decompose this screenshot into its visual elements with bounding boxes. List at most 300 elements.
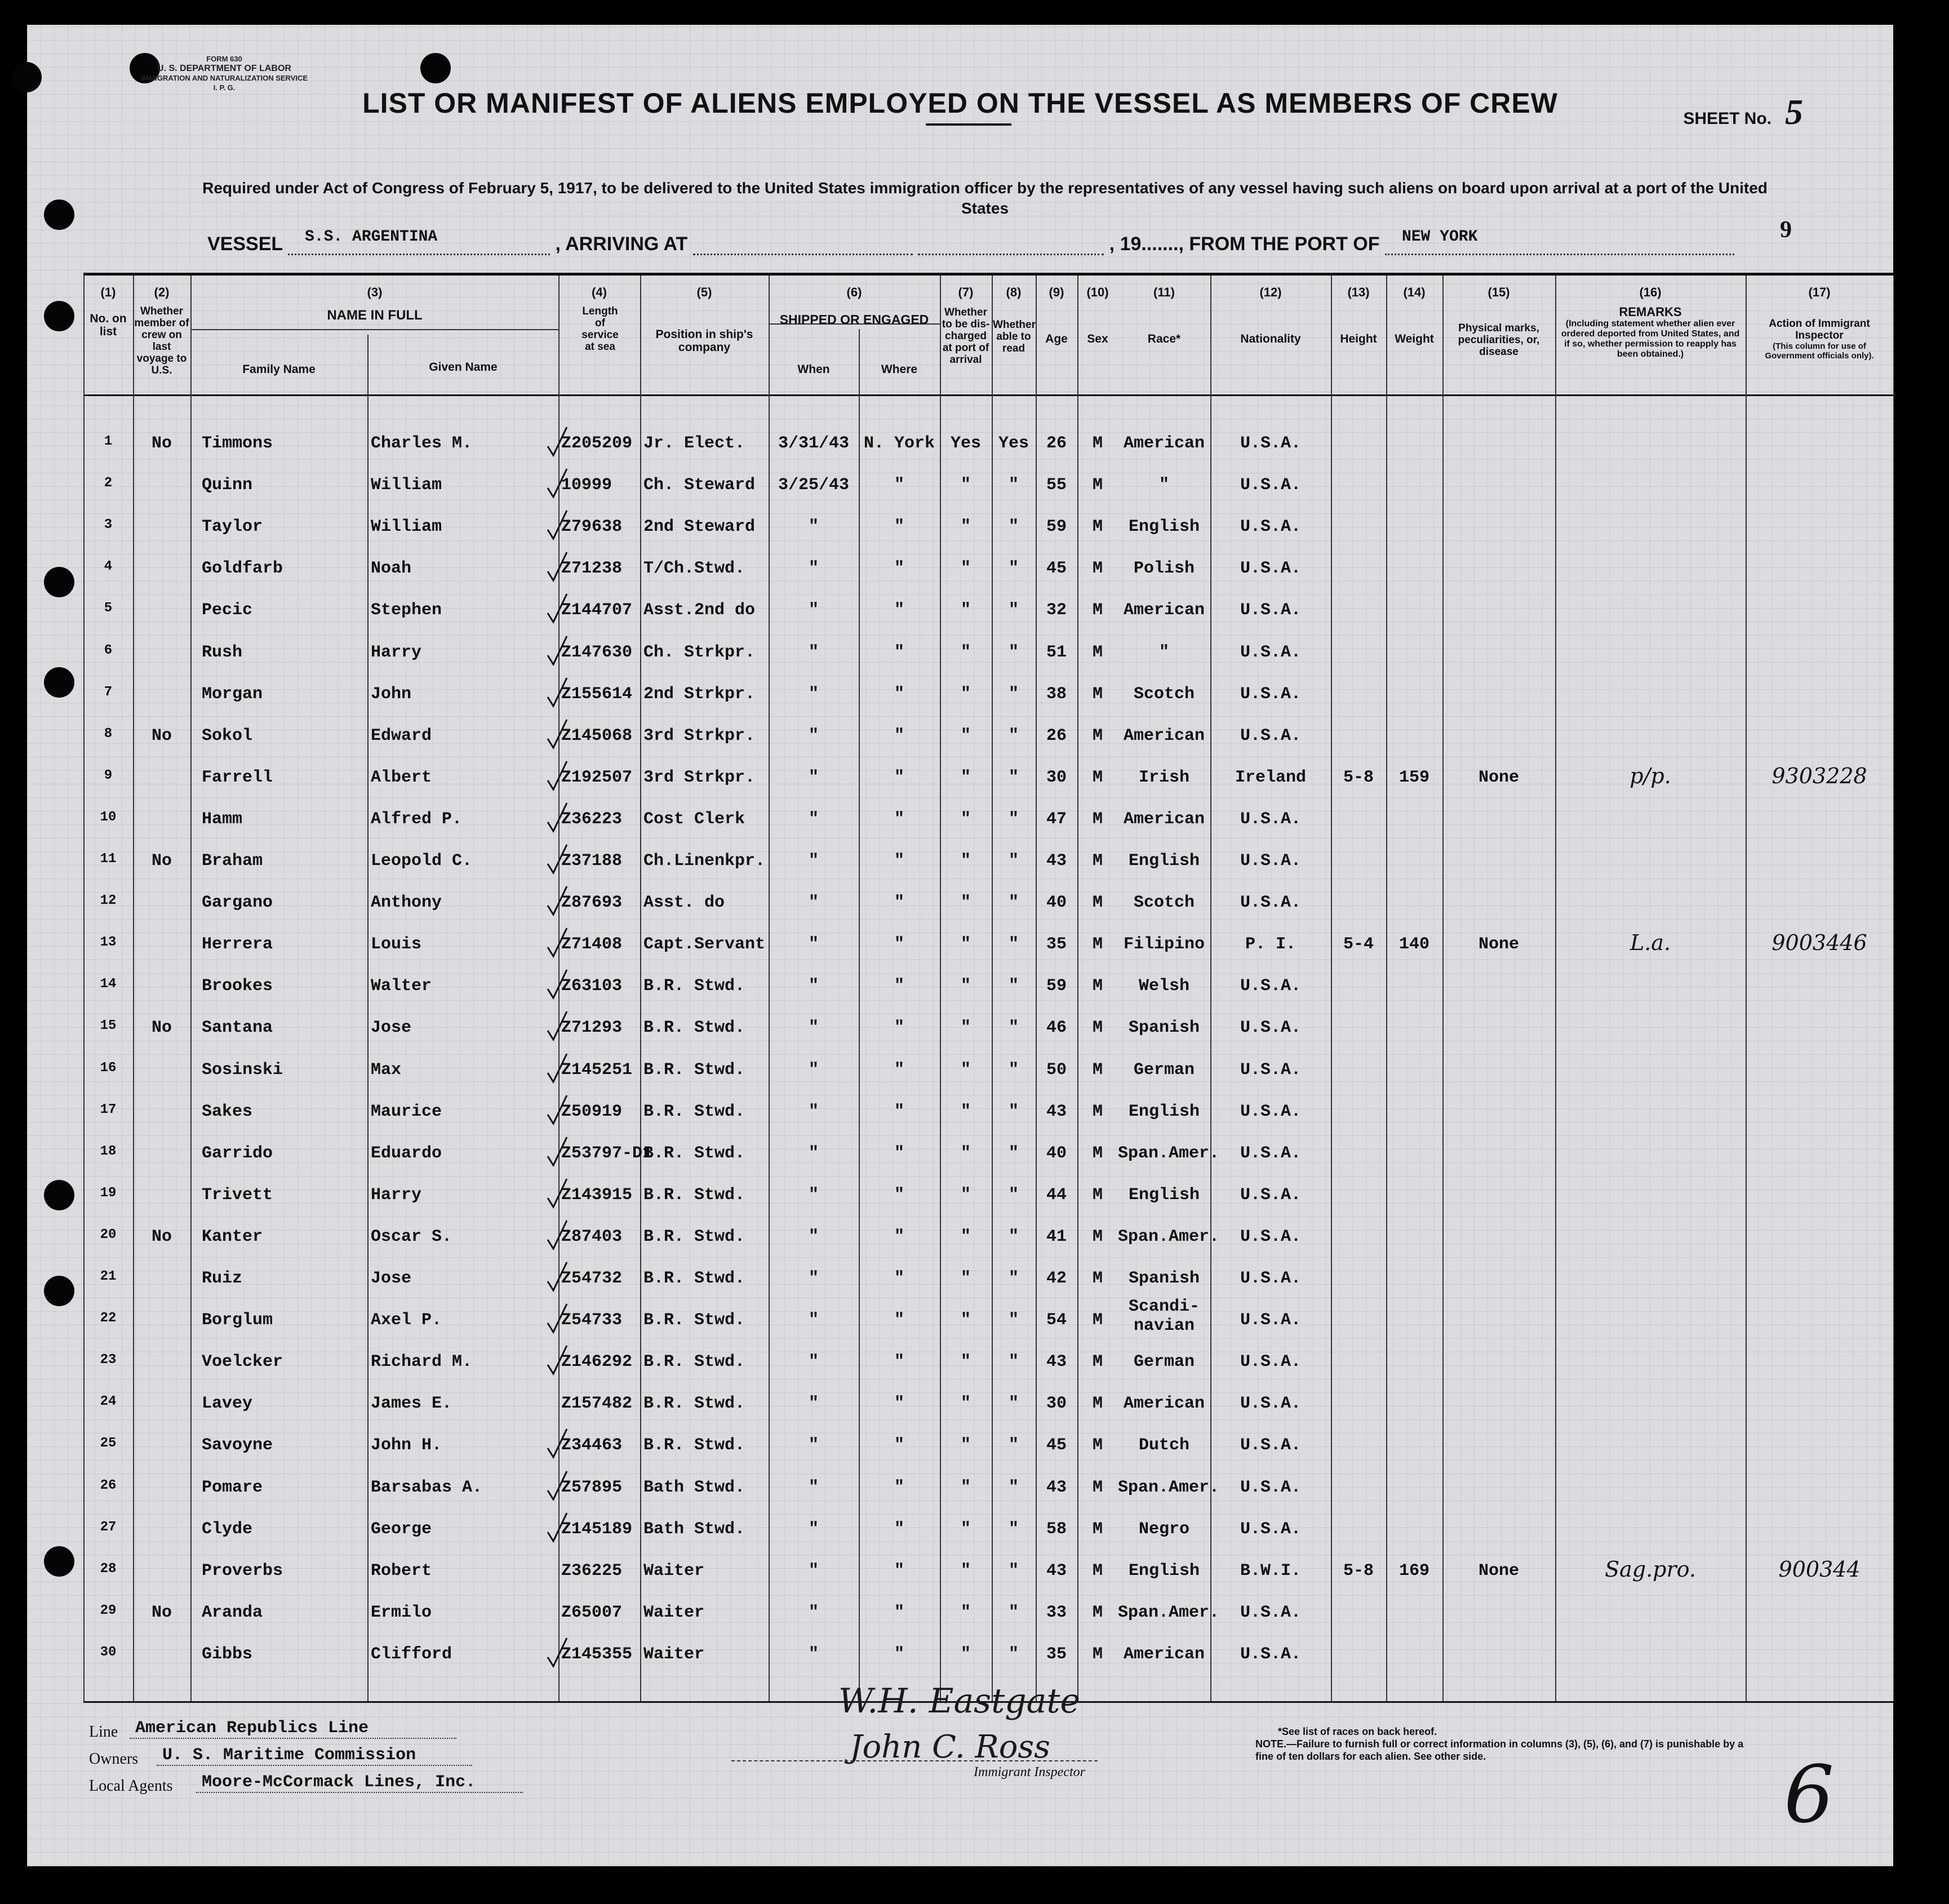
table-top-rule — [83, 273, 1893, 276]
cell-nationality: U.S.A. — [1240, 1519, 1302, 1539]
table-row — [27, 1426, 1893, 1467]
cell-read: " — [1008, 1227, 1019, 1246]
cell-position: B.R. Stwd. — [643, 1394, 745, 1414]
cell-no: 25 — [100, 1436, 117, 1452]
cell-race: American — [1123, 434, 1205, 453]
punch-hole — [44, 301, 74, 331]
cell-no: 4 — [104, 559, 113, 575]
cell-weight: 169 — [1399, 1561, 1429, 1581]
header-nationality: Nationality — [1240, 332, 1301, 345]
cell-family-name: Kanter — [202, 1227, 263, 1246]
cell-read: " — [1008, 767, 1019, 787]
cell-no: 8 — [104, 726, 113, 742]
cell-when: " — [808, 1060, 819, 1080]
cell-discharged: " — [960, 1644, 971, 1664]
table-row — [27, 841, 1893, 883]
cell-sex: M — [1092, 1394, 1103, 1414]
cell-no: 3 — [104, 517, 113, 533]
cell-position: Bath Stwd. — [643, 1477, 745, 1497]
table-row — [27, 800, 1893, 841]
page-mark: 6 — [1784, 1749, 1835, 1841]
department-name: U. S. DEPARTMENT OF LABOR — [157, 64, 291, 73]
table-row — [27, 883, 1893, 925]
cell-age: 38 — [1046, 684, 1067, 704]
cell-given-name: Albert — [371, 767, 432, 787]
cell-where: " — [894, 851, 904, 871]
cell-age: 55 — [1046, 476, 1067, 495]
cell-nationality: U.S.A. — [1240, 517, 1302, 537]
cell-race: English — [1128, 1561, 1200, 1581]
column-number: (14) — [1403, 285, 1426, 299]
cell-no: 29 — [100, 1603, 117, 1618]
cell-discharged: " — [960, 1269, 971, 1288]
cell-where: " — [894, 893, 904, 913]
cell-family-name: Ruiz — [202, 1269, 243, 1288]
cell-age: 43 — [1046, 851, 1067, 871]
cell-member: No — [151, 851, 172, 871]
table-row — [27, 758, 1893, 800]
column-number: (10) — [1086, 285, 1109, 299]
cell-discharged: " — [960, 767, 971, 787]
table-row — [27, 507, 1893, 549]
cell-discharged: " — [960, 1477, 971, 1497]
header-sex: Sex — [1087, 332, 1108, 345]
cell-service: Z145068 — [561, 726, 633, 745]
cell-when: " — [808, 601, 819, 620]
cell-discharged: " — [960, 1311, 971, 1330]
cell-no: 28 — [100, 1561, 117, 1577]
cell-where: " — [894, 1603, 904, 1622]
cell-discharged: " — [960, 851, 971, 871]
cell-age: 45 — [1046, 559, 1067, 579]
cell-family-name: Goldfarb — [202, 559, 283, 579]
table-row — [27, 966, 1893, 1008]
header-no-on-list: No. on list — [90, 312, 127, 338]
cell-when: " — [808, 1477, 819, 1497]
table-row — [27, 1175, 1893, 1217]
cell-family-name: Gargano — [202, 893, 273, 913]
cell-race: English — [1128, 517, 1200, 537]
table-row — [27, 591, 1893, 632]
header-physical: Physical marks, peculiarities, or, disease — [1458, 322, 1540, 358]
cell-when: " — [808, 559, 819, 579]
cell-service: Z63103 — [561, 977, 623, 996]
cell-discharged: " — [960, 601, 971, 620]
table-header-rule — [83, 394, 1893, 396]
cell-sex: M — [1092, 1311, 1103, 1330]
cell-discharged: " — [960, 1185, 971, 1205]
cell-read: " — [1008, 1352, 1019, 1372]
cell-age: 43 — [1046, 1102, 1067, 1121]
cell-race: Scotch — [1133, 684, 1195, 704]
cell-where: " — [894, 1352, 904, 1372]
cell-race: English — [1128, 1185, 1200, 1205]
cell-race: American — [1123, 809, 1205, 829]
cell-race: " — [1158, 476, 1169, 495]
cell-read: " — [1008, 684, 1019, 704]
cell-service: Z87403 — [561, 1227, 623, 1246]
cell-service: Z57895 — [561, 1477, 623, 1497]
cell-given-name: Charles M. — [371, 434, 473, 453]
table-row — [27, 1510, 1893, 1551]
cell-read: " — [1008, 893, 1019, 913]
cell-age: 35 — [1046, 1644, 1067, 1664]
cell-read: " — [1008, 1561, 1019, 1581]
cell-read: " — [1008, 476, 1019, 495]
cell-when: " — [808, 1561, 819, 1581]
cell-age: 50 — [1046, 1060, 1067, 1080]
cell-nationality: U.S.A. — [1240, 1269, 1302, 1288]
cell-nationality: U.S.A. — [1240, 1352, 1302, 1372]
cell-given-name: Jose — [371, 1018, 412, 1038]
cell-member: No — [151, 1603, 172, 1622]
cell-service: Z145251 — [561, 1060, 633, 1080]
table-row — [27, 1635, 1893, 1676]
cell-read: " — [1008, 1603, 1019, 1622]
cell-no: 15 — [100, 1018, 117, 1034]
cell-when: " — [808, 517, 819, 537]
cell-age: 54 — [1046, 1311, 1067, 1330]
cell-when: " — [808, 809, 819, 829]
cell-given-name: Walter — [371, 977, 432, 996]
page-title: LIST OR MANIFEST OF ALIENS EMPLOYED ON THE VESSEL AS MEMBERS OF CREW — [362, 87, 1558, 119]
cell-age: 45 — [1046, 1436, 1067, 1455]
cell-nationality: U.S.A. — [1240, 1644, 1302, 1664]
cell-discharged: " — [960, 893, 971, 913]
cell-service: Z36225 — [561, 1561, 623, 1581]
cell-age: 44 — [1046, 1185, 1067, 1205]
column-number: (8) — [1006, 285, 1022, 299]
vessel-line — [207, 228, 1802, 261]
cell-read: " — [1008, 1269, 1019, 1288]
cell-given-name: Harry — [371, 1185, 422, 1205]
cell-where: " — [894, 684, 904, 704]
races-note: *See list of races on back hereof. — [1278, 1726, 1437, 1737]
cell-position: Ch. Steward — [643, 476, 756, 495]
cell-position: Jr. Elect. — [643, 434, 745, 453]
cell-read: " — [1008, 517, 1019, 537]
cell-no: 17 — [100, 1102, 117, 1117]
cell-family-name: Aranda — [202, 1603, 263, 1622]
cell-service: Z36223 — [561, 809, 623, 829]
cell-when: " — [808, 893, 819, 913]
cell-no: 21 — [100, 1269, 117, 1284]
cell-race: Negro — [1138, 1519, 1189, 1539]
cell-given-name: John — [371, 684, 412, 704]
table-row — [27, 1134, 1893, 1175]
cell-nationality: U.S.A. — [1240, 1185, 1302, 1205]
cell-read: " — [1008, 1060, 1019, 1080]
cell-physical: None — [1478, 767, 1519, 787]
cell-discharged: " — [960, 726, 971, 745]
cell-no: 9 — [104, 767, 113, 783]
cell-when: " — [808, 1311, 819, 1330]
page-subtitle: Required under Act of Congress of February 5, 1917, to be delivered to the United States immigration officer by the representatives of any vessel having such aliens on board upon arrival at a port of the United States — [202, 179, 1768, 217]
cell-race: Dutch — [1138, 1436, 1189, 1455]
cell-discharged: " — [960, 1561, 971, 1581]
cell-nationality: U.S.A. — [1240, 977, 1302, 996]
cell-service: Z65007 — [561, 1603, 623, 1622]
cell-where: " — [894, 1477, 904, 1497]
signature-line — [731, 1760, 1098, 1763]
cell-given-name: George — [371, 1519, 432, 1539]
cell-discharged: " — [960, 517, 971, 537]
cell-position: 2nd Strkpr. — [643, 684, 756, 704]
cell-position: 3rd Strkpr. — [643, 726, 756, 745]
cell-nationality: U.S.A. — [1240, 1060, 1302, 1080]
cell-where: " — [894, 1436, 904, 1455]
cell-when: " — [808, 977, 819, 996]
cell-family-name: Rush — [202, 642, 243, 662]
cell-family-name: Lavey — [202, 1394, 253, 1414]
cell-where: N. York — [863, 434, 935, 453]
cell-sex: M — [1092, 1561, 1103, 1581]
table-row — [27, 1259, 1893, 1301]
cell-race: Scotch — [1133, 893, 1195, 913]
cell-when: " — [808, 935, 819, 955]
cell-discharged: " — [960, 1603, 971, 1622]
pencil-mark: 9 — [1780, 217, 1792, 243]
cell-service: Z145355 — [561, 1644, 633, 1664]
cell-action: 900344 — [1778, 1556, 1861, 1582]
cell-discharged: " — [960, 1436, 971, 1455]
cell-where: " — [894, 1561, 904, 1581]
cell-given-name: Alfred P. — [371, 809, 463, 829]
cell-given-name: Anthony — [371, 893, 442, 913]
agents-label: Local Agents — [89, 1777, 173, 1795]
cell-where: " — [894, 935, 904, 955]
cell-family-name: Sokol — [202, 726, 253, 745]
cell-discharged: " — [960, 935, 971, 955]
cell-position: B.R. Stwd. — [643, 1269, 745, 1288]
cell-given-name: Max — [371, 1060, 402, 1080]
cell-family-name: Garrido — [202, 1143, 273, 1163]
column-number: (2) — [154, 285, 170, 299]
cell-age: 30 — [1046, 767, 1067, 787]
cell-nationality: U.S.A. — [1240, 851, 1302, 871]
cell-family-name: Braham — [202, 851, 263, 871]
footer-note — [1255, 1725, 1762, 1763]
cell-position: B.R. Stwd. — [643, 1185, 745, 1205]
column-number: (13) — [1347, 285, 1370, 299]
cell-where: " — [894, 559, 904, 579]
cell-service: Z147630 — [561, 642, 633, 662]
cell-sex: M — [1092, 893, 1103, 913]
service-name: IMMIGRATION AND NATURALIZATION SERVICE — [140, 74, 308, 82]
cell-position: 2nd Steward — [643, 517, 756, 537]
cell-service: Z71408 — [561, 935, 623, 955]
cell-age: 43 — [1046, 1352, 1067, 1372]
cell-family-name: Proverbs — [202, 1561, 283, 1581]
cell-family-name: Clyde — [202, 1519, 253, 1539]
cell-service: Z34463 — [561, 1436, 623, 1455]
cell-sex: M — [1092, 1102, 1103, 1121]
cell-age: 43 — [1046, 1561, 1067, 1581]
cell-weight: 159 — [1399, 767, 1429, 787]
cell-nationality: U.S.A. — [1240, 1311, 1302, 1330]
cell-sex: M — [1092, 476, 1103, 495]
cell-given-name: Robert — [371, 1561, 432, 1581]
column-number: (1) — [100, 285, 116, 299]
cell-age: 43 — [1046, 1477, 1067, 1497]
cell-when: " — [808, 1227, 819, 1246]
cell-nationality: P. I. — [1245, 935, 1296, 955]
penalty-note: NOTE.—Failure to furnish full or correct information in columns (3), (5), (6), and (7) is punishable by a fine of ten dollars for each alien. See other side. — [1255, 1738, 1744, 1762]
cell-service: Z192507 — [561, 767, 633, 787]
cell-age: 59 — [1046, 517, 1067, 537]
cell-nationality: Ireland — [1235, 767, 1307, 787]
cell-read: " — [1008, 1644, 1019, 1664]
cell-no: 22 — [100, 1311, 117, 1326]
cell-member: No — [151, 726, 172, 745]
cell-where: " — [894, 1227, 904, 1246]
cell-family-name: Timmons — [202, 434, 273, 453]
cell-given-name: Leopold C. — [371, 851, 473, 871]
cell-given-name: Stephen — [371, 601, 442, 620]
cell-service: Z145189 — [561, 1519, 633, 1539]
cell-nationality: U.S.A. — [1240, 1436, 1302, 1455]
line-value: American Republics Line — [130, 1719, 456, 1739]
cell-discharged: Yes — [950, 434, 981, 453]
cell-discharged: " — [960, 809, 971, 829]
table-row — [27, 1593, 1893, 1635]
cell-nationality: U.S.A. — [1240, 1018, 1302, 1038]
cell-age: 42 — [1046, 1269, 1067, 1288]
inspector-signature: W.H. Eastgate — [838, 1681, 1080, 1721]
cell-service: Z50919 — [561, 1102, 623, 1121]
header-position: Position in ship's company — [655, 328, 753, 354]
cell-action: 9303228 — [1772, 763, 1867, 788]
cell-no: 12 — [100, 893, 117, 909]
cell-sex: M — [1092, 1352, 1103, 1372]
cell-age: 32 — [1046, 601, 1067, 620]
cell-family-name: Morgan — [202, 684, 263, 704]
cell-position: B.R. Stwd. — [643, 1060, 745, 1080]
cell-race: Span.Amer. — [1118, 1603, 1220, 1622]
column-number: (15) — [1488, 285, 1510, 299]
cell-where: " — [894, 1519, 904, 1539]
cell-read: " — [1008, 642, 1019, 662]
cell-read: " — [1008, 1394, 1019, 1414]
table-row — [27, 1297, 1893, 1342]
cell-height: 5-4 — [1343, 935, 1374, 955]
cell-position: Ch. Strkpr. — [643, 642, 756, 662]
sheet-number: 5 — [1785, 92, 1803, 132]
cell-discharged: " — [960, 559, 971, 579]
cell-nationality: U.S.A. — [1240, 1102, 1302, 1121]
cell-when: " — [808, 1603, 819, 1622]
column-number: (6) — [846, 285, 862, 299]
cell-where: " — [894, 1394, 904, 1414]
cell-nationality: U.S.A. — [1240, 1143, 1302, 1163]
cell-nationality: U.S.A. — [1240, 1477, 1302, 1497]
header-height: Height — [1340, 332, 1377, 345]
cell-service: Z87693 — [561, 893, 623, 913]
cell-nationality: U.S.A. — [1240, 1603, 1302, 1622]
cell-position: B.R. Stwd. — [643, 1436, 745, 1455]
cell-discharged: " — [960, 1060, 971, 1080]
sheet-label: SHEET No. — [1683, 109, 1772, 128]
cell-sex: M — [1092, 1018, 1103, 1038]
cell-sex: M — [1092, 559, 1103, 579]
table-row — [27, 1468, 1893, 1510]
cell-family-name: Sosinski — [202, 1060, 283, 1080]
cell-no: 11 — [100, 851, 117, 867]
cell-when: " — [808, 1269, 819, 1288]
owners-label: Owners — [89, 1750, 139, 1768]
cell-when: " — [808, 1436, 819, 1455]
cell-discharged: " — [960, 1519, 971, 1539]
cell-read: Yes — [998, 434, 1029, 453]
cell-race: German — [1133, 1060, 1195, 1080]
cell-when: " — [808, 1352, 819, 1372]
cell-where: " — [894, 977, 904, 996]
header-family-name: Family Name — [242, 363, 316, 376]
table-row — [27, 1384, 1893, 1426]
cell-family-name: Santana — [202, 1018, 273, 1038]
cell-service: Z71238 — [561, 559, 623, 579]
cell-race: Span.Amer. — [1118, 1227, 1220, 1246]
cell-given-name: John H. — [371, 1436, 442, 1455]
cell-given-name: Louis — [371, 935, 422, 955]
header-whether-member: Whether member of crew on last voyage to U.S. — [134, 305, 189, 376]
from-label: FROM THE PORT OF — [1189, 233, 1380, 255]
cell-where: " — [894, 1311, 904, 1330]
cell-age: 33 — [1046, 1603, 1067, 1622]
cell-service: Z144707 — [561, 601, 633, 620]
cell-when: " — [808, 1143, 819, 1163]
cell-sex: M — [1092, 434, 1103, 453]
cell-sex: M — [1092, 601, 1103, 620]
cell-race: Welsh — [1138, 977, 1189, 996]
cell-sex: M — [1092, 1436, 1103, 1455]
cell-where: " — [894, 1185, 904, 1205]
cell-sex: M — [1092, 935, 1103, 955]
table-row — [27, 1050, 1893, 1092]
cell-remarks: Sag.pro. — [1605, 1556, 1696, 1582]
cell-given-name: Axel P. — [371, 1311, 442, 1330]
cell-no: 2 — [104, 476, 113, 491]
cell-family-name: Farrell — [202, 767, 273, 787]
cell-race: Filipino — [1123, 935, 1205, 955]
cell-age: 58 — [1046, 1519, 1067, 1539]
form-code: I. P. G. — [213, 83, 236, 92]
cell-family-name: Quinn — [202, 476, 253, 495]
cell-position: B.R. Stwd. — [643, 1143, 745, 1163]
cell-nationality: U.S.A. — [1240, 1394, 1302, 1414]
cell-where: " — [894, 642, 904, 662]
table-row — [27, 674, 1893, 716]
cell-where: " — [894, 1060, 904, 1080]
inspector-label: Immigrant Inspector — [974, 1765, 1085, 1779]
cell-discharged: " — [960, 476, 971, 495]
cell-race: English — [1128, 1102, 1200, 1121]
cell-member: No — [151, 1227, 172, 1246]
cell-position: Bath Stwd. — [643, 1519, 745, 1539]
cell-read: " — [1008, 1519, 1019, 1539]
from-field — [1385, 228, 1734, 255]
cell-sex: M — [1092, 642, 1103, 662]
cell-given-name: Eduardo — [371, 1143, 442, 1163]
cell-where: " — [894, 809, 904, 829]
cell-read: " — [1008, 1018, 1019, 1038]
cell-where: " — [894, 726, 904, 745]
table-row — [27, 549, 1893, 591]
table-row — [27, 1008, 1893, 1050]
cell-sex: M — [1092, 1603, 1103, 1622]
vessel-label: VESSEL — [207, 233, 283, 255]
cell-when: " — [808, 1394, 819, 1414]
